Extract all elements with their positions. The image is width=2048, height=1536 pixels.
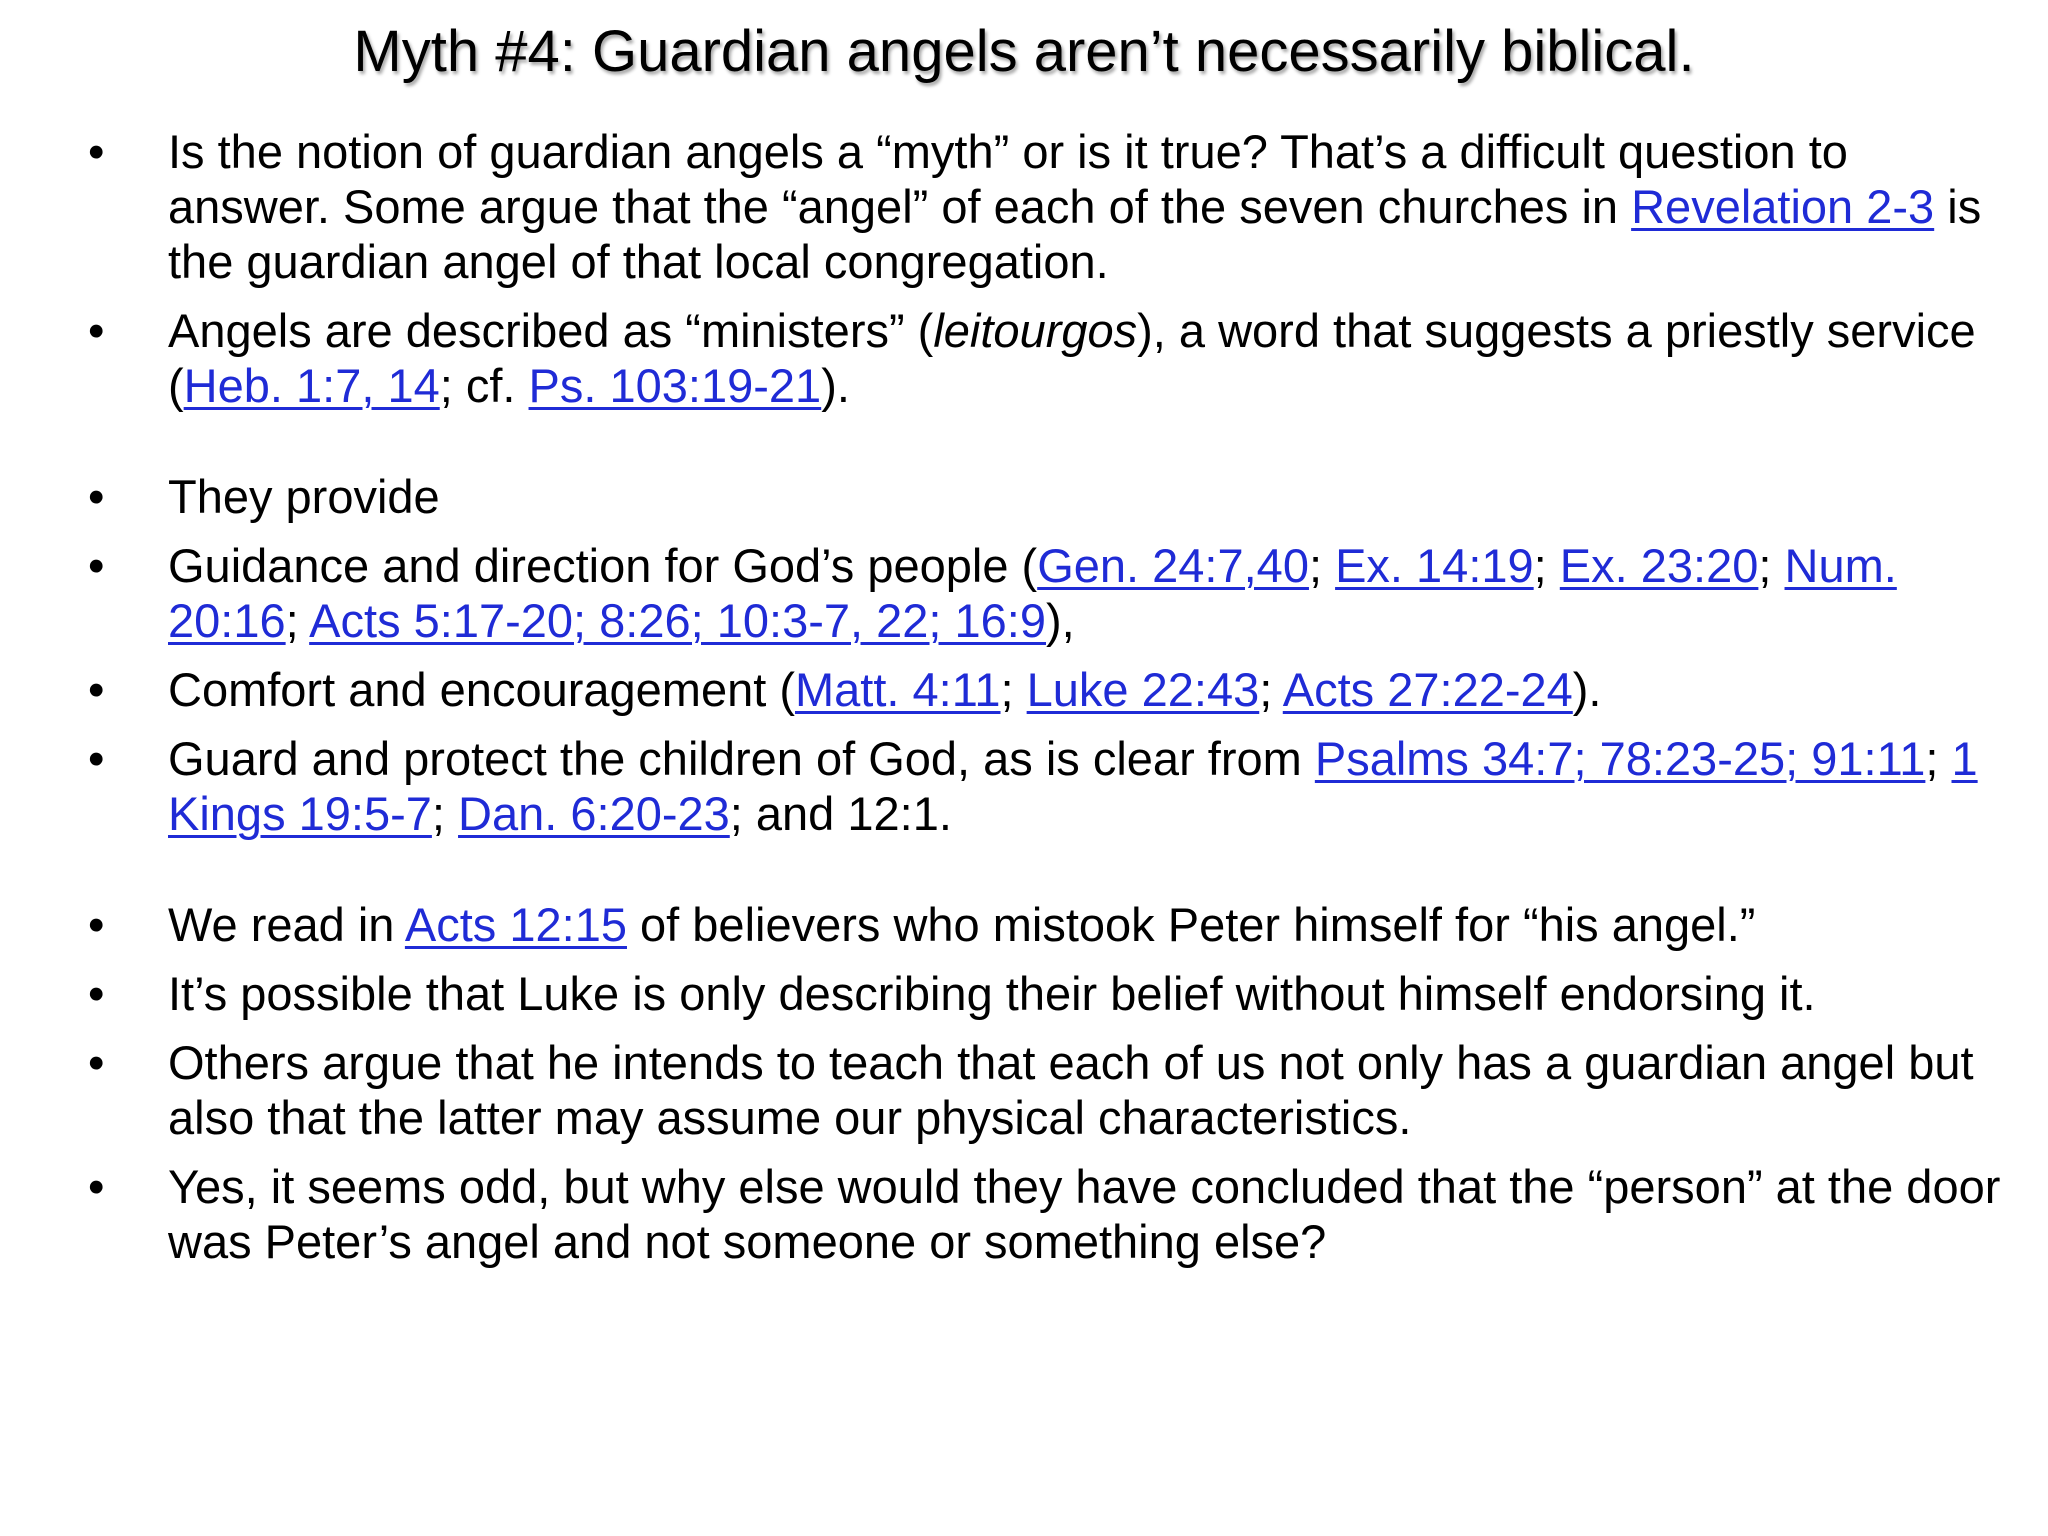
scripture-link[interactable]: 1 Kings 19:5-7 [168, 732, 1978, 840]
bullet-dot-icon: • [88, 967, 105, 1020]
scripture-link[interactable]: Ex. 14:19 [1335, 539, 1534, 592]
bullet-text: They provide [168, 470, 440, 523]
bullet-item [80, 124, 2010, 289]
bullet-item [80, 538, 2010, 648]
scripture-link[interactable]: Gen. 24:7,40 [1037, 539, 1309, 592]
bullet-text: Others argue that he intends to teach that each of us not only has a guardian angel but also that the latter may assume our physical characteristics. [168, 1036, 1974, 1144]
scripture-link[interactable]: Acts 5:17-20; 8:26; 10:3-7, 22; 16:9 [309, 594, 1046, 647]
bullet-text: ), [1046, 594, 1075, 647]
scripture-link[interactable]: Psalms 34:7; 78:23-25; 91:11 [1314, 732, 1926, 785]
bullet-text: ; [1925, 732, 1952, 785]
scripture-link[interactable]: Ex. 23:20 [1559, 539, 1759, 592]
bullet-dot-icon: • [88, 539, 105, 592]
bullet-text: ; [1533, 539, 1560, 592]
bullet-text: ; and 12:1. [729, 787, 952, 840]
bullet-dot-icon: • [88, 1160, 105, 1213]
bullet-text: ; [1758, 539, 1785, 592]
bullet-text: Guard and protect the children of God, as is clear from [168, 732, 1315, 785]
bullet-dot-icon: • [88, 470, 105, 523]
bullet-text: ; [431, 787, 459, 840]
bullet-item [80, 897, 2010, 952]
greek-term: leitourgos [933, 304, 1138, 357]
bullet-text: of believers who mistook Peter himself for “his angel.” [626, 898, 1756, 951]
bullet-item [80, 966, 2010, 1021]
bullet-dot-icon: • [88, 732, 105, 785]
bullet-dot-icon: • [88, 125, 105, 178]
bullet-item [80, 1159, 2010, 1269]
bullet-text: Yes, it seems odd, but why else would they have concluded that the “person” at the door was Peter’s angel and not someone or something else? [168, 1160, 2001, 1268]
scripture-link[interactable]: Matt. 4:11 [795, 663, 1001, 716]
bullet-text: ), a word that suggests a priestly service ( [168, 304, 1976, 412]
bullet-text: We read in [168, 898, 405, 951]
bullet-text: ). [1572, 663, 1602, 716]
bullet-text: Angels are described as “ministers” ( [168, 304, 934, 357]
scripture-link[interactable]: Num. 20:16 [168, 539, 1897, 647]
scripture-link[interactable]: Acts 27:22-24 [1282, 663, 1573, 716]
bullet-text: ; cf. [439, 359, 529, 412]
bullet-text: ; [1259, 663, 1283, 716]
bullet-dot-icon: • [88, 1036, 105, 1089]
bullet-text: ; [1308, 539, 1336, 592]
bullet-text: ; [285, 594, 310, 647]
scripture-link[interactable]: Dan. 6:20-23 [458, 787, 730, 840]
bullet-dot-icon: • [88, 304, 105, 357]
bullet-text: Guidance and direction for God’s people ( [168, 539, 1038, 592]
bullet-item [80, 662, 2010, 717]
slide-title: Myth #4: Guardian angels aren’t necessarily biblical. [353, 19, 1695, 84]
scripture-link[interactable]: Luke 22:43 [1026, 663, 1260, 716]
bullet-text: ; [1000, 663, 1027, 716]
bullet-dot-icon: • [88, 663, 105, 716]
scripture-link[interactable]: Heb. 1:7, 14 [183, 359, 440, 412]
bullet-item [80, 731, 2010, 841]
bullet-item [80, 1035, 2010, 1145]
scripture-link[interactable]: Revelation 2-3 [1631, 180, 1935, 233]
bullet-text: ). [821, 359, 850, 412]
bullet-text: Is the notion of guardian angels a “myth” or is it true? That’s a difficult question to answer. Some argue that the “angel” of each of the seven churches in [168, 125, 1848, 233]
bullet-item [80, 303, 2010, 413]
bullet-text: It’s possible that Luke is only describing their belief without himself endorsing it. [168, 967, 1816, 1020]
scripture-link[interactable]: Ps. 103:19-21 [528, 359, 822, 412]
bullet-text: Comfort and encouragement ( [168, 663, 795, 716]
scripture-link[interactable]: Acts 12:15 [404, 898, 627, 951]
bullet-text: is the guardian angel of that local congregation. [168, 180, 1982, 288]
bullet-list [80, 124, 2010, 1283]
bullet-dot-icon: • [88, 898, 105, 951]
bullet-item [80, 469, 2010, 524]
